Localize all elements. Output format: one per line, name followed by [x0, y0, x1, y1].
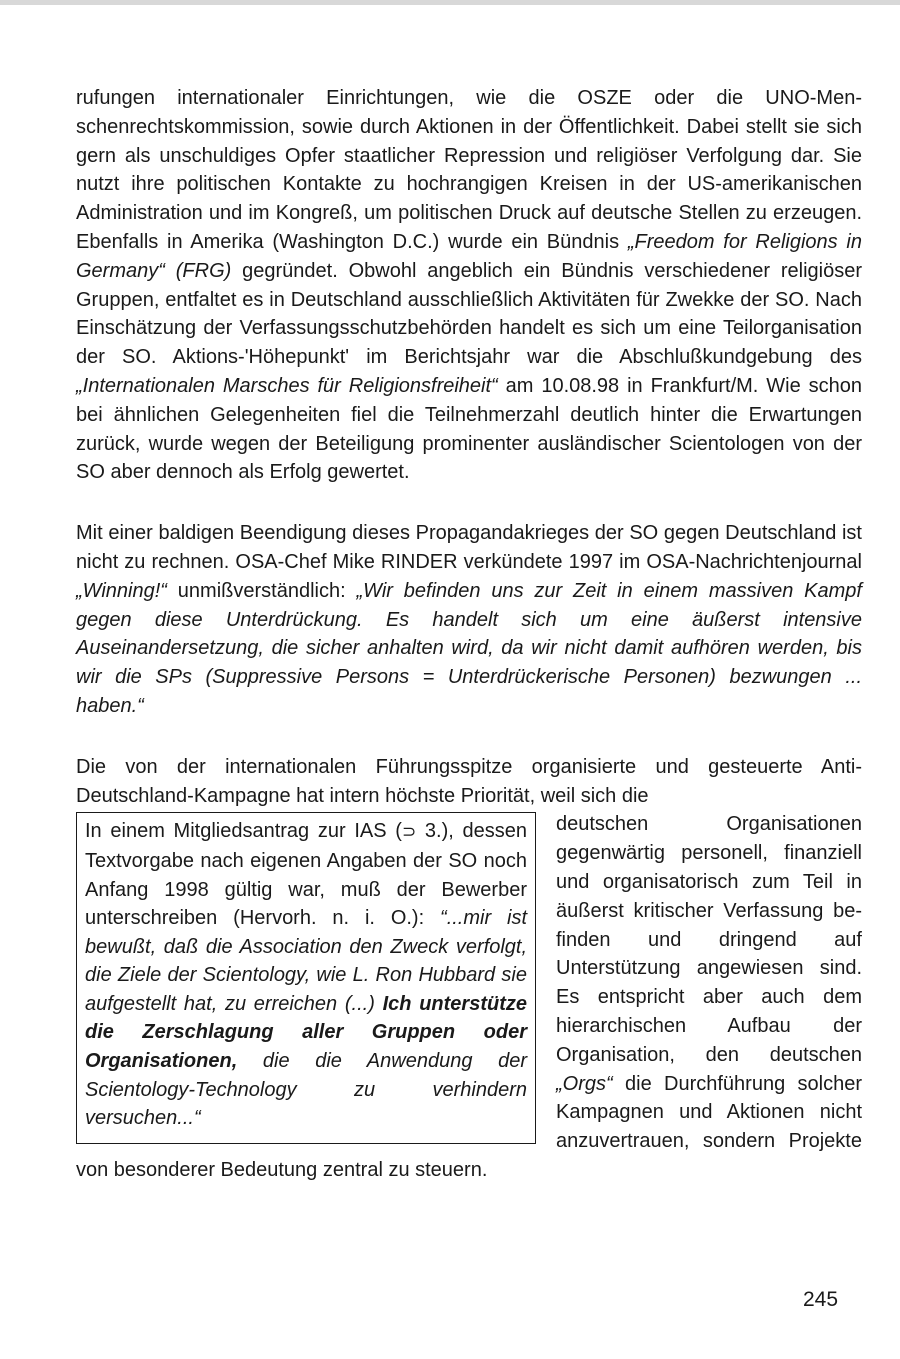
paragraph-3 [76, 753, 862, 811]
sidebar-box-text [85, 817, 527, 1133]
paragraph-2-quote: „Wir befinden uns zur Zeit in einem massiven Kampf gegen diese Unterdrückung. Es handelt sich um eine äußerst intensive Auseinandersetzung, die sicher anhalten wird, da wir nicht damit aufhören werden, bis wir die SPs (Suppressive Persons = Unterdrückerische Personen) bezwungen ... haben.“ [76, 579, 862, 717]
top-border [0, 0, 900, 5]
paragraph-1-italic-frg: „Freedom for Religions in Germany“ (FRG) [76, 230, 863, 282]
paragraph-1-text-3: am 10.08.98 in Frankfurt/M. Wie schon bei ähnlichen Gelegenheiten fiel die Teilnehmerzahl deutlich hinter die Erwartungen zurück, wurde wegen der Beteiligung prominenter ausländischer Scientologen von der SO aber dennoch als Erfolg gewertet. [76, 374, 863, 484]
paragraph-2 [76, 519, 862, 721]
paragraph-3-text: Die von der internationalen Führungsspitze organisierte und gesteuerte Anti-Deutschland-Kampagne hat intern höchste Priorität, weil sich die [76, 755, 862, 807]
page-body [76, 84, 862, 1185]
sidebar-box [76, 812, 536, 1144]
paragraph-2-italic-winning: „Winning!“ [76, 579, 167, 602]
sidebar-quote-bold: Ich unterstütze die Zerschlagung aller Gruppen oder Organisationen, [85, 992, 527, 1073]
sidebar-text-1: In einem Mitgliedsantrag zur IAS ( [85, 820, 402, 843]
page-number: 245 [803, 1288, 839, 1311]
sidebar-quote-1: “...mir ist bewußt, daß die Association den Zweck verfolgt, die Ziele der Scientology, wie L. Ron Hubbard sie aufgestellt hat, zu erreichen (...) [85, 907, 527, 1015]
paragraph-4-italic-orgs: „Orgs“ [556, 1072, 613, 1095]
paragraph-1-text: rufungen internationaler Einrichtungen, wie die OSZE oder die UNO-Menschenrechtskommission, sowie durch Aktionen in der Öffentlichkeit. Dabei stellt sie sich gern als unschuldiges Opfer staatlicher Repression und religiöser Verfolgung dar. Sie nutzt ihre politischen Kontakte zu hochrangigen Kreisen in der US-amerikanischen Administration und im Kongreß, um politischen Druck auf deutsche Stellen zu erzeugen. Ebenfalls in Amerika (Washington D.C.) wurde ein Bündnis [76, 87, 862, 253]
cross-reference-arrow-icon: ⊃ [401, 822, 417, 842]
paragraph-1 [76, 84, 862, 487]
paragraph-2-text: Mit einer baldigen Beendigung dieses Propagandakrieges der SO gegen Deutschland ist nicht zu rechnen. OSA-Chef Mike RINDER verkündete 1997 im OSA-Nachrichtenjournal [76, 522, 862, 573]
paragraph-1-italic-march: „Internationalen Marsches für Religionsfreiheit“ [76, 374, 498, 397]
sidebar-quote-2: die die Anwendung der Scientology-Technology zu verhindern versuchen...“ [85, 1050, 527, 1130]
paragraph-2-text-2: unmißverständlich: [166, 579, 357, 602]
sidebar-text-2: 3.), dessen Textvorgabe nach eigenen Angaben der SO noch Anfang 1998 gültig war, muß der Bewerber unterschreiben (Hervorh. n. i. O.): [85, 820, 527, 930]
paragraph-4-text-2: die Durchführung solcher Kampagnen und Aktionen nicht anzuvertrauen, sondern Projekte von besonderer Bedeutung zentral zu steuern. [76, 1072, 862, 1181]
paragraph-4-text: deutschen Organisationen gegenwärtig personell, finanziell und organisatorisch zum Teil in äußerst kritischer Verfassung befinden und dringend auf Unterstützung angewiesen sind. Es entspricht aber auch dem hierarchischen Aufbau der Organisation, den deutschen [556, 813, 862, 1066]
paragraph-1-text-2: gegründet. Obwohl angeblich ein Bündnis verschiedener religiöser Gruppen, entfaltet es in Deutschland ausschließlich Aktivitäten für Zwekke der SO. Nach Einschätzung der Verfassungsschutzbehörden handelt es sich um eine Teilorganisation der SO. Aktions-'Höhepunkt' im Berichtsjahr war die Abschlußkundgebung des [76, 259, 863, 369]
